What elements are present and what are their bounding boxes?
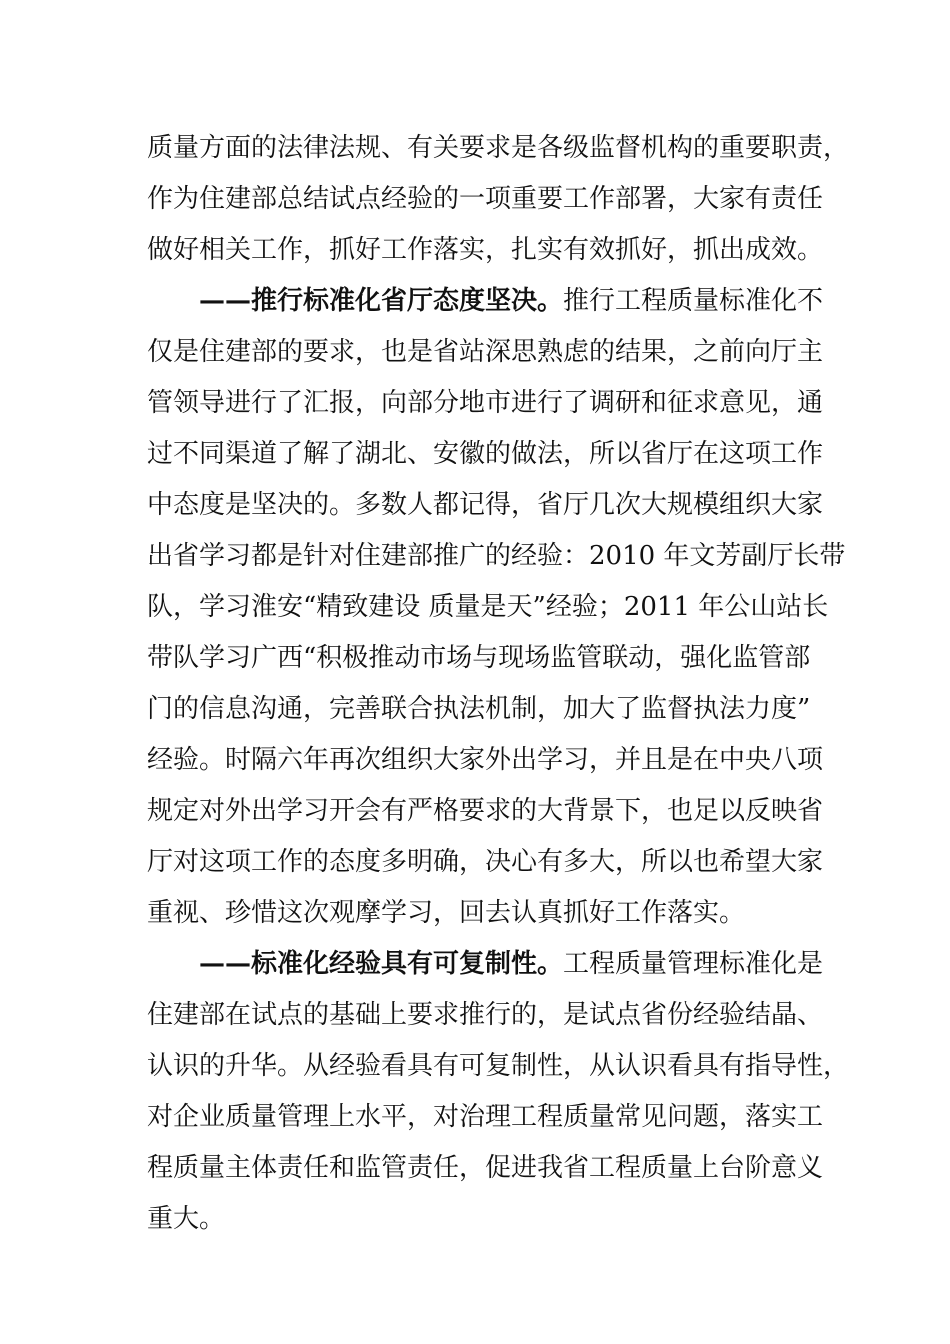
paragraph-lead-heading: ——标准化经验具有可复制性。 — [199, 949, 564, 979]
text-line: 经验。时隔六年再次组织大家外出学习，并且是在中央八项 — [147, 745, 824, 775]
paragraph-lead-text: 推行工程质量标准化不 — [563, 286, 824, 316]
paragraph-lead-line — [147, 939, 824, 990]
text-line: 厅对这项工作的态度多明确，决心有多大，所以也希望大家 — [147, 847, 824, 877]
paragraph-lead-text: 工程质量管理标准化是 — [563, 949, 824, 979]
text-line: 做好相关工作，抓好工作落实，扎实有效抓好，抓出成效。 — [147, 235, 824, 265]
text-line: 重视、珍惜这次观摩学习，回去认真抓好工作落实。 — [147, 898, 746, 928]
text-line: 规定对外出学习开会有严格要求的大背景下，也足以反映省 — [147, 796, 824, 826]
text-line: 门的信息沟通，完善联合执法机制，加大了监督执法力度” — [147, 694, 811, 724]
text-line: 管领导进行了汇报，向部分地市进行了调研和征求意见，通 — [147, 388, 824, 418]
text-line: 程质量主体责任和监管责任，促进我省工程质量上台阶意义 — [147, 1153, 824, 1183]
text-line: 队，学习淮安“精致建设 质量是天”经验；2011 年公山站长 — [147, 592, 829, 622]
paragraph-lead-line — [147, 276, 824, 327]
paragraph-lead-heading: ——推行标准化省厅态度坚决。 — [199, 286, 564, 316]
text-line: 住建部在试点的基础上要求推行的，是试点省份经验结晶、 — [147, 1000, 824, 1030]
text-line: 出省学习都是针对住建部推广的经验：2010 年文芳副厅长带 — [147, 541, 846, 571]
text-line: 认识的升华。从经验看具有可复制性，从认识看具有指导性， — [147, 1051, 850, 1081]
text-line: 作为住建部总结试点经验的一项重要工作部署，大家有责任 — [147, 184, 824, 214]
text-line: 对企业质量管理上水平，对治理工程质量常见问题，落实工 — [147, 1102, 824, 1132]
body-text — [147, 123, 850, 1245]
text-line: 带队学习广西“积极推动市场与现场监管联动，强化监管部 — [147, 643, 811, 673]
text-line: 重大。 — [147, 1204, 226, 1234]
text-line: 过不同渠道了解了湖北、安徽的做法，所以省厅在这项工作 — [147, 439, 824, 469]
text-line: 中态度是坚决的。多数人都记得，省厅几次大规模组织大家 — [147, 490, 824, 520]
text-line: 质量方面的法律法规、有关要求是各级监督机构的重要职责， — [147, 133, 850, 163]
text-line: 仅是住建部的要求，也是省站深思熟虑的结果，之前向厅主 — [147, 337, 824, 367]
